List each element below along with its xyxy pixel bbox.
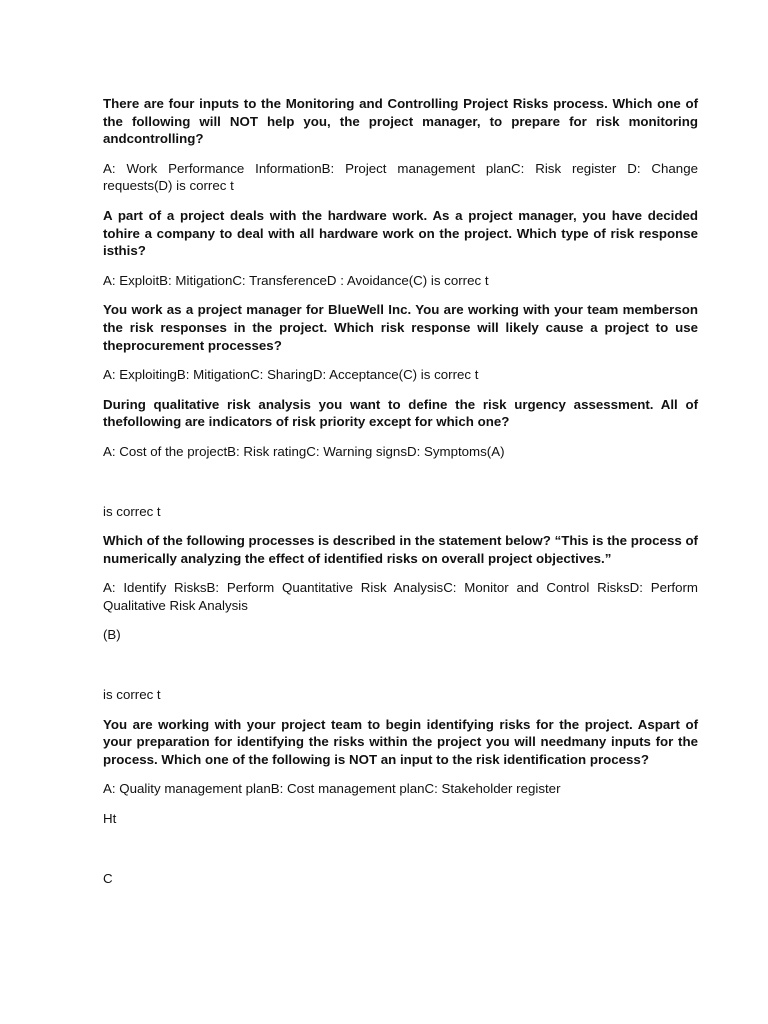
answer-5-correct-note: is correc t — [103, 687, 161, 703]
answer-1: A: Work Performance InformationB: Project management planC: Risk register D: Change requests(D) is correc t — [103, 160, 698, 194]
question-4: During qualitative risk analysis you want to define the risk urgency assessment. All of thefollowing are indicators of risk priority except for which one? — [103, 396, 698, 430]
fragment-c: C — [103, 870, 113, 886]
answer-5: A: Identify RisksB: Perform Quantitative Risk AnalysisC: Monitor and Control RisksD: Perform Qualitative Risk Analysis — [103, 580, 698, 613]
question-6: You are working with your project team to begin identifying risks for the project. Aspart of your preparation for identifying the risks within the project you will needmany inputs for the process. Which one of the following is NOT an input to the risk identification process? — [103, 716, 698, 767]
question-2: A part of a project deals with the hardware work. As a project manager, you have decided tohire a company to deal with all hardware work on the project. Which type of risk response isthis? — [103, 207, 698, 259]
question-5: Which of the following processes is described in the statement below? “This is the process of numerically analyzing the effect of identified risks on overall project objectives.” — [103, 533, 698, 566]
answer-4: A: Cost of the projectB: Risk ratingC: Warning signsD: Symptoms(A) — [103, 443, 505, 459]
answer-6: A: Quality management planB: Cost management planC: Stakeholder register — [103, 781, 561, 797]
answer-3: A: ExploitingB: MitigationC: SharingD: Acceptance(C) is correc t — [103, 367, 479, 383]
question-3: You work as a project manager for BlueWell Inc. You are working with your team memberson the risk responses in the project. Which risk response will likely cause a project to use theprocurement processes? — [103, 302, 698, 353]
answer-5-key: (B) — [103, 627, 121, 643]
answer-2: A: ExploitB: MitigationC: TransferenceD : Avoidance(C) is correc t — [103, 272, 489, 288]
answer-4-correct-note: is correc t — [103, 503, 161, 519]
document-page — [103, 95, 698, 887]
fragment-ht: Ht — [103, 811, 117, 827]
question-1: There are four inputs to the Monitoring and Controlling Project Risks process. Which one of the following will NOT help you, the project manager, to prepare for risk monitoring andcontrolling? — [103, 96, 698, 147]
